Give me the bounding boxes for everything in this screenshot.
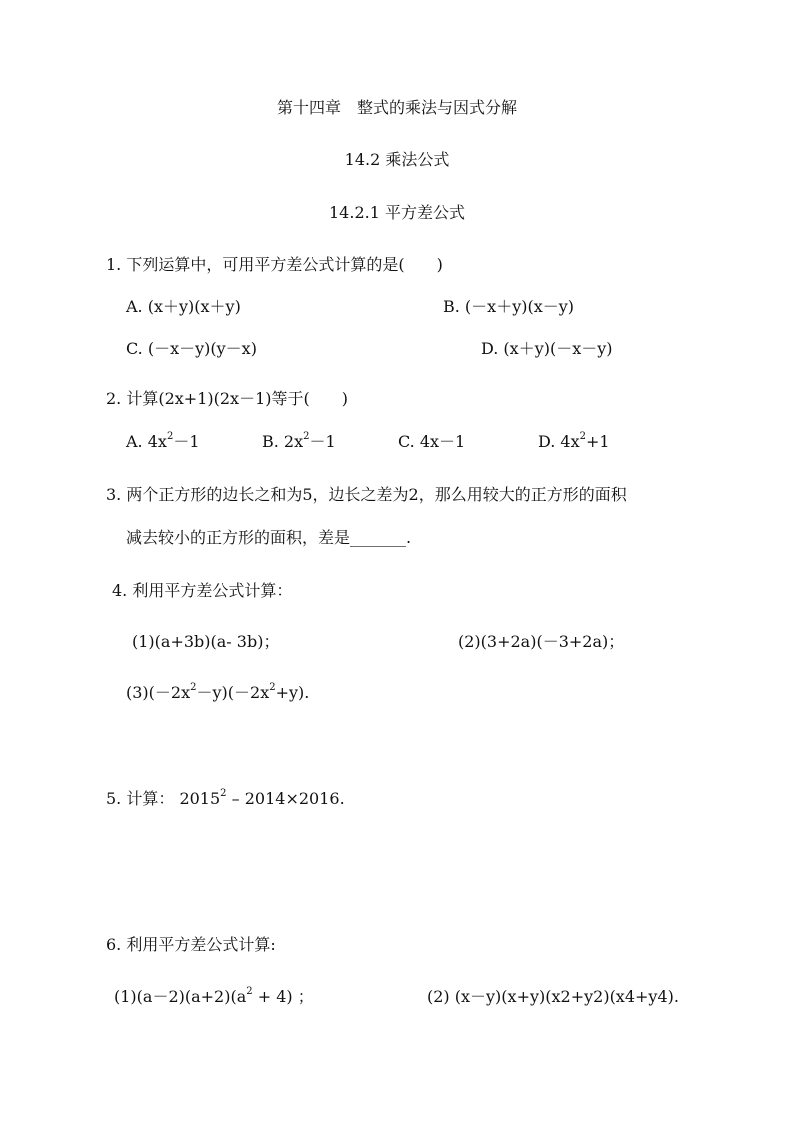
q6-part-1-a: (1)(a－2)(a+2)(a <box>114 987 247 1006</box>
question-3-line-1: 3. 两个正方形的边长之和为5，边长之差为2，那么用较大的正方形的面积 <box>106 485 627 504</box>
option-b-exponent: 2 <box>303 430 310 442</box>
part-3-exponent-1: 2 <box>190 681 197 693</box>
option-d-exponent: 2 <box>579 430 587 442</box>
question-2-option-b <box>262 431 336 453</box>
question-5-exponent: 2 <box>220 787 227 799</box>
question-2-stem: 2. 计算(2x+1)(2x－1)等于( ) <box>106 389 348 408</box>
question-6-part-2: (2) (x－y)(x+y)(x2+y2)(x4+y4). <box>427 987 679 1006</box>
part-3-exponent-2: 2 <box>269 681 276 693</box>
option-b-base: B. 2x <box>262 432 304 451</box>
option-d-base: D. 4x <box>538 432 580 451</box>
option-d-rest: +1 <box>586 432 610 451</box>
question-4-part-2: (2)(3+2a)(－3+2a)； <box>458 632 625 651</box>
question-4-part-3 <box>126 682 309 704</box>
question-6-stem: 6. 利用平方差公式计算: <box>106 935 276 954</box>
question-1-option-a: A. (x＋y)(x＋y) <box>126 297 241 316</box>
question-2-option-d <box>538 431 610 453</box>
question-1-option-c: C. (－x－y)(y－x) <box>126 339 257 358</box>
question-2-option-c: C. 4x－1 <box>398 432 466 451</box>
question-1-stem: 1. 下列运算中，可用平方差公式计算的是( ) <box>106 255 443 274</box>
question-4-stem: 4. 利用平方差公式计算： <box>112 581 293 600</box>
question-5-b: – 2014×2016. <box>226 789 345 808</box>
question-4-part-1: (1)(a+3b)(a- 3b)； <box>132 632 280 651</box>
section-title: 14.2 乘法公式 <box>344 150 450 169</box>
option-b-rest: －1 <box>309 432 336 451</box>
part-3-c: +y). <box>275 683 310 702</box>
option-a-base: A. 4x <box>126 432 167 451</box>
q6-part-1-exponent: 2 <box>246 985 253 997</box>
question-2-option-a <box>126 431 200 453</box>
question-3-line-2: 减去较小的正方形的面积，差是_______. <box>126 528 412 547</box>
question-1-option-b: B. (－x＋y)(x－y) <box>443 297 575 316</box>
q6-part-1-b: + 4) ； <box>252 987 314 1006</box>
part-3-a: (3)(－2x <box>126 683 191 702</box>
question-6-part-1 <box>114 986 314 1008</box>
chapter-title: 第十四章 整式的乘法与因式分解 <box>276 98 517 117</box>
subsection-title: 14.2.1 平方差公式 <box>329 203 465 222</box>
option-a-rest: －1 <box>173 432 200 451</box>
option-a-exponent: 2 <box>166 430 174 442</box>
question-5-a: 5. 计算： 2015 <box>106 789 221 808</box>
question-5 <box>106 788 345 810</box>
question-1-option-d: D. (x＋y)(－x－y) <box>481 339 613 358</box>
part-3-b: －y)(－2x <box>196 683 270 702</box>
